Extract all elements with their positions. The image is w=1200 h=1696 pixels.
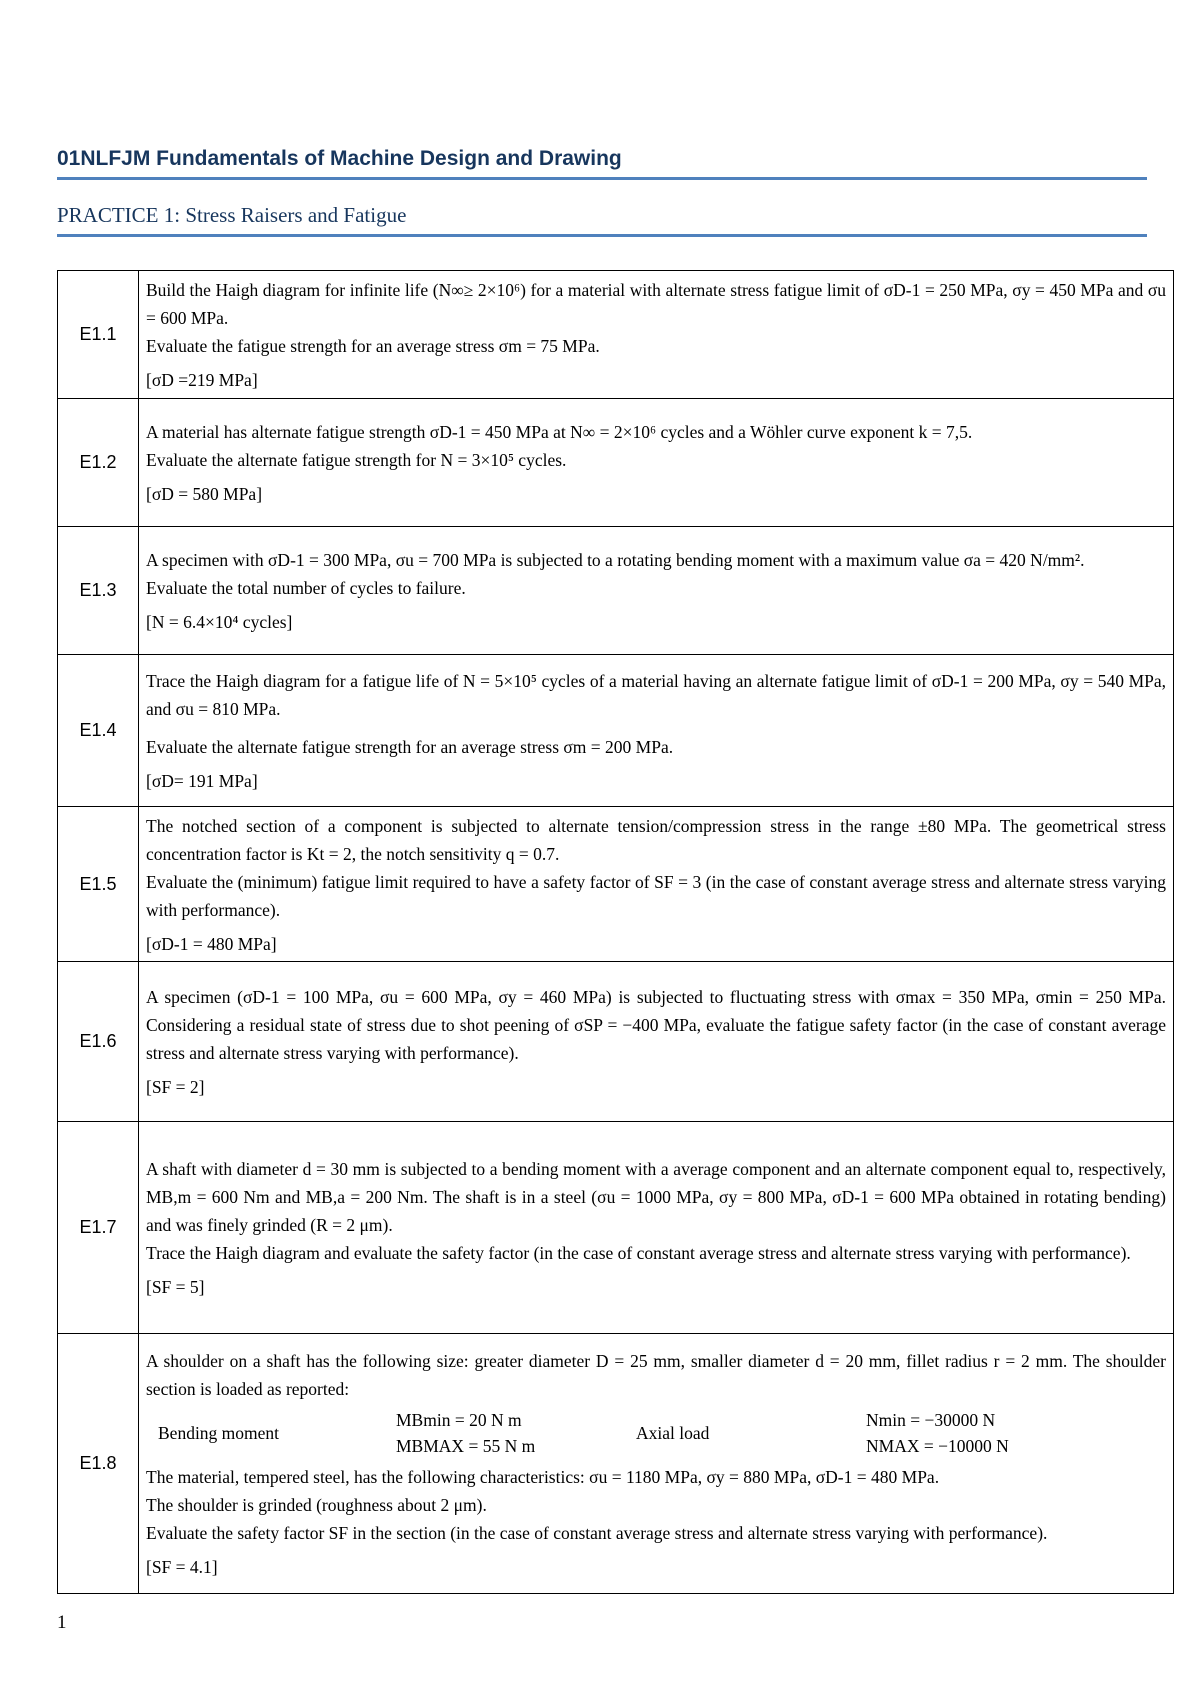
exercise-line: Evaluate the (minimum) fatigue limit required to have a safety factor of SF = 3 (in the case of constant average stress and alternate stress varying with performance). xyxy=(146,871,1166,920)
exercise-answer: [N = 6.4×10⁴ cycles] xyxy=(146,612,293,632)
exercise-line: Evaluate the alternate fatigue strength for an average stress σm = 200 MPa. xyxy=(146,737,674,757)
exercise-line: A material has alternate fatigue strength σD-1 = 450 MPa at N∞ = 2×10⁶ cycles and a Wöhler curve exponent k = 7,5. xyxy=(146,422,973,442)
n-max: NMAX = −10000 N xyxy=(866,1436,1009,1456)
exercise-text xyxy=(139,807,1174,962)
exercise-id: E1.4 xyxy=(58,655,139,807)
exercise-row xyxy=(58,655,1174,807)
exercise-id: E1.3 xyxy=(58,527,139,655)
exercise-answer: [SF = 2] xyxy=(146,1077,205,1097)
exercise-text xyxy=(139,527,1174,655)
exercise-line: Trace the Haigh diagram for a fatigue life of N = 5×10⁵ cycles of a material having an alternate fatigue limit of σD-1 = 200 MPa, σy = 540 MPa, and σu = 810 MPa. xyxy=(146,671,1166,719)
exercise-line: Build the Haigh diagram for infinite life (N∞≥ 2×10⁶) for a material with alternate stress fatigue limit of σD-1 = 250 MPa, σy = 450 MPa and σu = 600 MPa. xyxy=(146,280,1166,328)
exercise-answer: [SF = 5] xyxy=(146,1277,205,1297)
exercise-row xyxy=(58,527,1174,655)
exercise-answer: [σD-1 = 480 MPa] xyxy=(146,933,277,954)
course-title: 01NLFJM Fundamentals of Machine Design and Drawing xyxy=(57,147,1147,180)
exercise-table xyxy=(57,270,1174,1594)
exercise-row xyxy=(58,962,1174,1122)
exercise-row xyxy=(58,807,1174,962)
exercise-line: The shoulder is grinded (roughness about 2 μm). xyxy=(146,1495,487,1515)
exercise-text xyxy=(139,655,1174,807)
exercise-line: A specimen (σD-1 = 100 MPa, σu = 600 MPa, σy = 460 MPa) is subjected to fluctuating stress with σmax = 350 MPa, σmin = 250 MPa. Considering a residual state of stress due to shot peening of σSP = −400 MPa, evaluate the fatigue safety factor (in the case of constant average stress and alternate stress varying with performance). xyxy=(146,987,1166,1063)
exercise-line: The material, tempered steel, has the following characteristics: σu = 1180 MPa, σy = 880 MPa, σD-1 = 480 MPa. xyxy=(146,1467,940,1487)
load-table xyxy=(146,1407,1166,1459)
exercise-row xyxy=(58,1334,1174,1594)
exercise-line: Evaluate the safety factor SF in the section (in the case of constant average stress and alternate stress varying with performance). xyxy=(146,1523,1048,1543)
exercise-id: E1.8 xyxy=(58,1334,139,1594)
exercise-text xyxy=(139,962,1174,1122)
exercise-answer: [SF = 4.1] xyxy=(146,1557,218,1577)
exercise-id: E1.7 xyxy=(58,1122,139,1334)
exercise-row xyxy=(58,399,1174,527)
page-number: 1 xyxy=(57,1612,67,1633)
exercise-answer: [σD =219 MPa] xyxy=(146,370,258,390)
n-min: Nmin = −30000 N xyxy=(866,1410,996,1430)
exercise-line: A shaft with diameter d = 30 mm is subjected to a bending moment with a average component and an alternate component equal to, respectively, MB,m = 600 Nm and MB,a = 200 Nm. The shaft is in a steel (σu = 1000 MPa, σy = 800 MPa, σD-1 = 600 MPa obtained in rotating bending) and was finely grinded (R = 2 μm). xyxy=(146,1159,1166,1235)
exercise-line: Trace the Haigh diagram and evaluate the safety factor (in the case of constant average stress and alternate stress varying with performance). xyxy=(146,1243,1131,1263)
mb-max: MBMAX = 55 N m xyxy=(396,1436,536,1456)
exercise-id: E1.2 xyxy=(58,399,139,527)
exercise-text xyxy=(139,399,1174,527)
exercise-text xyxy=(139,1334,1174,1594)
axial-load-values xyxy=(866,1407,1166,1459)
exercise-text xyxy=(139,271,1174,399)
exercise-row xyxy=(58,1122,1174,1334)
exercise-line: The notched section of a component is subjected to alternate tension/compression stress in the range ±80 MPa. The geometrical stress concentration factor is Kt = 2, the notch sensitivity q = 0.7. xyxy=(146,815,1166,864)
exercise-line: Evaluate the total number of cycles to failure. xyxy=(146,578,466,598)
exercise-line: Evaluate the alternate fatigue strength for N = 3×10⁵ cycles. xyxy=(146,450,567,470)
exercise-text xyxy=(139,1122,1174,1334)
axial-load-label: Axial load xyxy=(636,1423,710,1443)
bending-moment-label: Bending moment xyxy=(158,1423,280,1443)
exercise-id: E1.1 xyxy=(58,271,139,399)
exercise-id: E1.6 xyxy=(58,962,139,1122)
exercise-row xyxy=(58,271,1174,399)
exercise-answer: [σD= 191 MPa] xyxy=(146,771,258,791)
practice-title: PRACTICE 1: Stress Raisers and Fatigue xyxy=(57,203,1147,237)
exercise-line: Evaluate the fatigue strength for an average stress σm = 75 MPa. xyxy=(146,336,600,356)
exercise-line: A specimen with σD-1 = 300 MPa, σu = 700 MPa is subjected to a rotating bending moment with a maximum value σa = 420 N/mm². xyxy=(146,550,1085,570)
mb-min: MBmin = 20 N m xyxy=(396,1410,522,1430)
exercise-line: A shoulder on a shaft has the following size: greater diameter D = 25 mm, smaller diameter d = 20 mm, fillet radius r = 2 mm. The shoulder section is loaded as reported: xyxy=(146,1351,1166,1399)
exercise-answer: [σD = 580 MPa] xyxy=(146,484,263,504)
exercise-id: E1.5 xyxy=(58,807,139,962)
bending-moment-values xyxy=(396,1407,636,1459)
